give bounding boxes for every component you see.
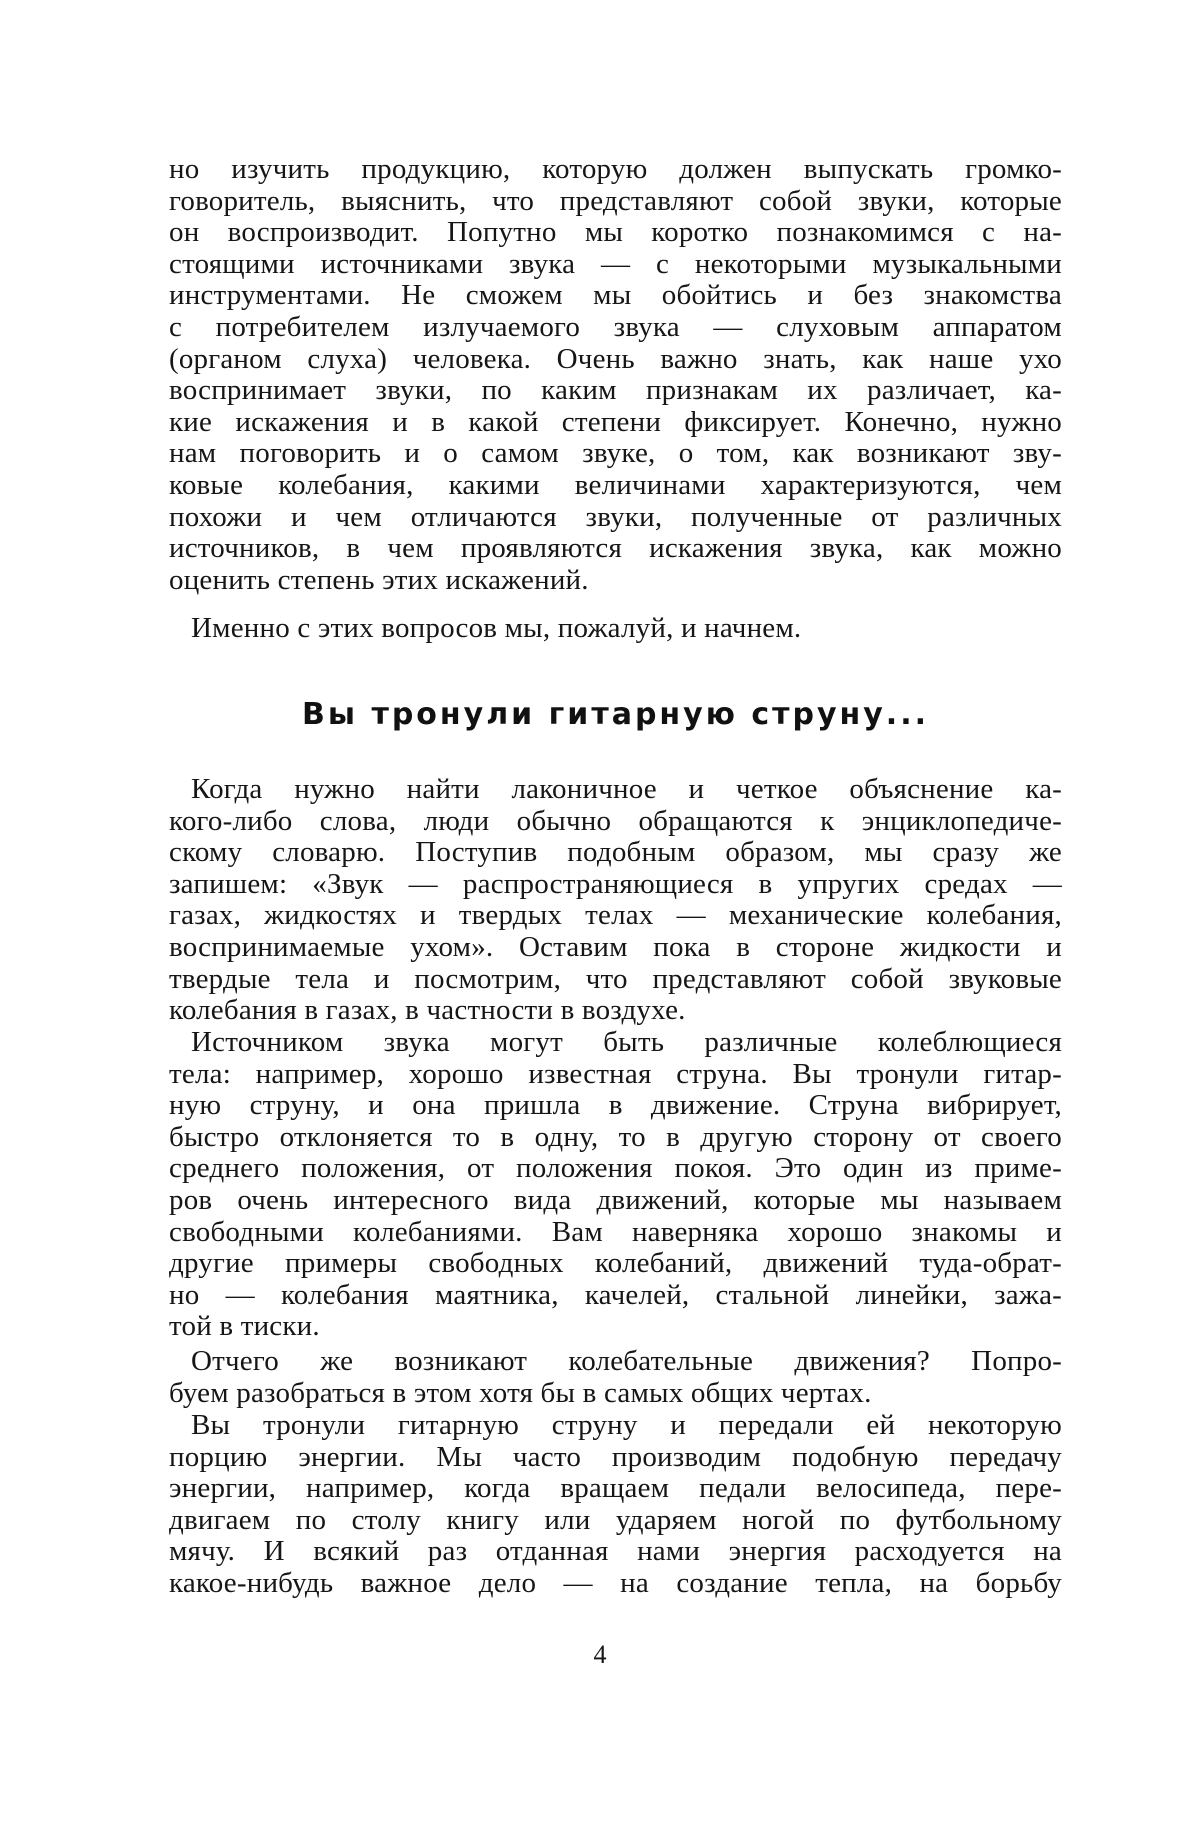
text-line: источников, в чем проявляются искажения звука, как можно	[169, 533, 1062, 565]
text-line: запишем: «Звук — распространяющиеся в упругих средах —	[169, 869, 1062, 901]
text-line: ную струну, и она пришла в движение. Струна вибрирует,	[169, 1090, 1062, 1122]
text-line: похожи и чем отличаются звуки, полученные от различных	[169, 502, 1062, 534]
paragraph-definition	[169, 774, 1062, 1027]
text-line: порцию энергии. Мы часто производим подобную передачу	[169, 1442, 1062, 1474]
text-line: буем разобраться в этом хотя бы в самых общих чертах.	[169, 1378, 1062, 1410]
text-line: твердые тела и посмотрим, что представляют собой звуковые	[169, 964, 1062, 996]
text-line: ковые колебания, какими величинами характеризуются, чем	[169, 470, 1062, 502]
text-line: скому словарю. Поступив подобным образом, мы сразу же	[169, 837, 1062, 869]
text-line: он воспроизводит. Попутно мы коротко познакомимся с на-	[169, 217, 1062, 249]
book-page	[0, 0, 1200, 1833]
text-line: тела: например, хорошо известная струна. Вы тронули гитар-	[169, 1059, 1062, 1091]
text-line: (органом слуха) человека. Очень важно знать, как наше ухо	[169, 344, 1062, 376]
text-line: среднего положения, от положения покоя. Это один из приме-	[169, 1153, 1062, 1185]
text-line: газах, жидкостях и твердых телах — механические колебания,	[169, 900, 1062, 932]
paragraph-begin	[169, 613, 1062, 645]
text-line: энергии, например, когда вращаем педали велосипеда, пере-	[169, 1473, 1062, 1505]
text-line: быстро отклоняется то в одну, то в другую сторону от своего	[169, 1122, 1062, 1154]
text-line: мячу. И всякий раз отданная нами энергия расходуется на	[169, 1536, 1062, 1568]
text-line: свободными колебаниями. Вам наверняка хорошо знакомы и	[169, 1217, 1062, 1249]
page-number: 4	[0, 1640, 1200, 1670]
text-line: с потребителем излучаемого звука — слуховым аппаратом	[169, 312, 1062, 344]
paragraph-sources	[169, 1027, 1062, 1343]
text-line: Отчего же возникают колебательные движения? Попро-	[169, 1346, 1062, 1378]
text-line: говоритель, выяснить, что представляют собой звуки, которые	[169, 186, 1062, 218]
text-line: кие искажения и в какой степени фиксирует. Конечно, нужно	[169, 407, 1062, 439]
text-line: той в тиски.	[169, 1311, 1062, 1343]
text-line: Вы тронули гитарную струну и передали ей некоторую	[169, 1410, 1062, 1442]
text-line: оценить степень этих искажений.	[169, 565, 1062, 597]
text-line: Источником звука могут быть различные колеблющиеся	[169, 1027, 1062, 1059]
text-line: но изучить продукцию, которую должен выпускать громко-	[169, 154, 1062, 186]
text-line: двигаем по столу книгу или ударяем ногой по футбольному	[169, 1505, 1062, 1537]
text-line: но — колебания маятника, качелей, стальной линейки, зажа-	[169, 1280, 1062, 1312]
paragraph-energy	[169, 1410, 1062, 1600]
text-line: Именно с этих вопросов мы, пожалуй, и начнем.	[169, 613, 1062, 645]
text-line: кого-либо слова, люди обычно обращаются к энциклопедиче-	[169, 806, 1062, 838]
text-line: нам поговорить и о самом звуке, о том, как возникают зву-	[169, 438, 1062, 470]
text-line: ров очень интересного вида движений, которые мы называем	[169, 1185, 1062, 1217]
text-line: воспринимает звуки, по каким признакам их различает, ка-	[169, 375, 1062, 407]
text-line: колебания в газах, в частности в воздухе.	[169, 995, 1062, 1027]
paragraph-question	[169, 1346, 1062, 1409]
text-line: воспринимаемые ухом». Оставим пока в стороне жидкости и	[169, 932, 1062, 964]
text-line: инструментами. Не сможем мы обойтись и без знакомства	[169, 280, 1062, 312]
text-line: Когда нужно найти лаконичное и четкое объяснение ка-	[169, 774, 1062, 806]
text-line: какое-нибудь важное дело — на создание тепла, на борьбу	[169, 1568, 1062, 1600]
section-heading: Вы тронули гитарную струну...	[169, 697, 1062, 732]
text-line: другие примеры свободных колебаний, движений туда-обрат-	[169, 1248, 1062, 1280]
paragraph-intro	[169, 154, 1062, 596]
text-line: стоящими источниками звука — с некоторыми музыкальными	[169, 249, 1062, 281]
